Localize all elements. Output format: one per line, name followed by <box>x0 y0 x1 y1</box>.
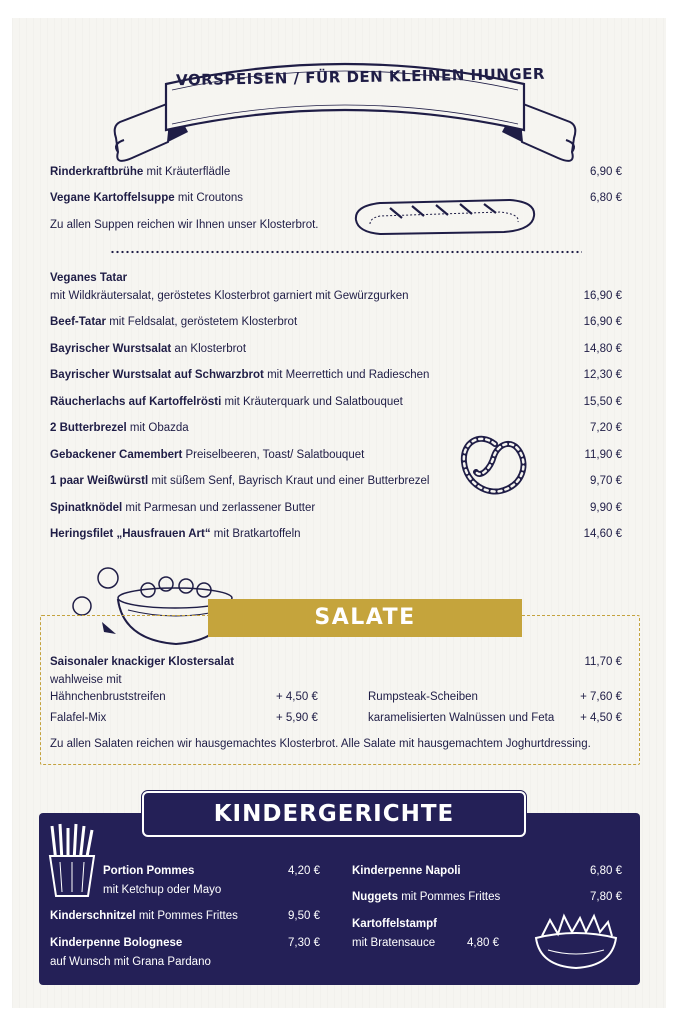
kinder-item-price: 6,80 € <box>590 865 622 877</box>
salad-price: 11,70 € <box>584 656 622 668</box>
salad-option: karamelisierten Walnüssen und Feta <box>368 712 555 724</box>
bread-illustration <box>350 194 540 238</box>
item-price: 9,70 € <box>590 475 622 487</box>
salad-option: Rumpsteak-Scheiben <box>368 691 478 703</box>
menu-item: Räucherlachs auf Kartoffelrösti mit Kräuterquark und Salatbouquet <box>50 396 403 408</box>
item-price: 15,50 € <box>583 396 622 408</box>
salate-title: SALATE <box>208 599 522 637</box>
kinder-item-name: Portion Pommes <box>103 865 195 877</box>
salad-note: Zu allen Salaten reichen wir hausgemachtes Klosterbrot. Alle Salate mit hausgemachtem Joghurtdressing. <box>50 738 591 750</box>
menu-item: Bayrischer Wurstsalat an Klosterbrot <box>50 343 247 355</box>
item-price: 14,80 € <box>583 343 622 355</box>
menu-item: Vegane Kartoffelsuppe mit Croutons <box>50 192 244 204</box>
kinder-item-name: Kinderpenne Napoli <box>352 865 461 877</box>
item-price: 16,90 € <box>583 290 622 302</box>
salad-option-intro: wahlweise mit <box>50 674 122 686</box>
salad-option: Falafel-Mix <box>50 712 107 724</box>
vorspeisen-title: VORSPEISEN / FÜR DEN KLEINEN HUNGER <box>175 64 546 90</box>
menu-item: 1 paar Weißwürstl mit süßem Senf, Bayrisch Kraut und einer Butterbrezel <box>50 475 430 487</box>
menu-item: Beef-Tatar mit Feldsalat, geröstetem Klosterbrot <box>50 316 298 328</box>
kinder-title: KINDERGERICHTE <box>142 791 526 837</box>
item-price: 7,20 € <box>590 422 622 434</box>
salad-option: Hähnchenbruststreifen <box>50 691 166 703</box>
separator-dots <box>110 250 582 254</box>
salad-option-price: + 4,50 € <box>580 712 622 724</box>
kinder-item-name: Kartoffelstampf <box>352 918 437 930</box>
kinder-item-desc: mit Bratensauce <box>352 937 436 949</box>
item-price: 16,90 € <box>583 316 622 328</box>
item-price: 11,90 € <box>584 449 622 461</box>
kinder-item-price: 7,80 € <box>590 891 622 903</box>
salad-option-price: + 4,50 € <box>276 691 318 703</box>
pretzel-illustration <box>458 428 532 502</box>
menu-item: Gebackener Camembert Preiselbeeren, Toast/ Salatbouquet <box>50 449 365 461</box>
kinder-item-desc: mit Ketchup oder Mayo <box>103 884 222 896</box>
item-price: 12,30 € <box>583 369 622 381</box>
menu-item-name: Veganes Tatar <box>50 272 128 284</box>
salad-option-price: + 5,90 € <box>276 712 318 724</box>
kinder-item-price: 4,20 € <box>288 865 320 877</box>
menu-item-desc: mit Wildkräutersalat, geröstetes Klosterbrot garniert mit Gewürzgurken <box>50 290 409 302</box>
kinder-item-name: Kinderpenne Bolognese <box>50 937 183 949</box>
item-price: 6,90 € <box>590 166 622 178</box>
kinder-item: Kinderschnitzel mit Pommes Frittes <box>50 910 238 922</box>
kinder-item-price: 9,50 € <box>288 910 320 922</box>
salad-name: Saisonaler knackiger Klostersalat <box>50 656 235 668</box>
menu-item: Heringsfilet „Hausfrauen Art“ mit Bratkartoffeln <box>50 528 301 540</box>
fries-illustration <box>46 822 98 898</box>
item-price: 6,80 € <box>590 192 622 204</box>
kinder-item: Nuggets mit Pommes Frittes <box>352 891 501 903</box>
menu-page <box>12 18 666 1008</box>
item-price: 9,90 € <box>590 502 622 514</box>
kinder-item-price: 4,80 € <box>467 937 499 949</box>
soup-note: Zu allen Suppen reichen wir Ihnen unser Klosterbrot. <box>50 219 319 231</box>
pasta-bowl-illustration <box>528 910 624 972</box>
menu-item: Bayrischer Wurstsalat auf Schwarzbrot mit Meerrettich und Radieschen <box>50 369 430 381</box>
kinder-item-price: 7,30 € <box>288 937 320 949</box>
salad-option-price: + 7,60 € <box>580 691 622 703</box>
item-price: 14,60 € <box>583 528 622 540</box>
menu-item: Rinderkraftbrühe mit Kräuterflädle <box>50 166 231 178</box>
kinder-item-desc: auf Wunsch mit Grana Pardano <box>50 956 211 968</box>
menu-item: Spinatknödel mit Parmesan und zerlassener Butter <box>50 502 316 514</box>
menu-item: 2 Butterbrezel mit Obazda <box>50 422 189 434</box>
